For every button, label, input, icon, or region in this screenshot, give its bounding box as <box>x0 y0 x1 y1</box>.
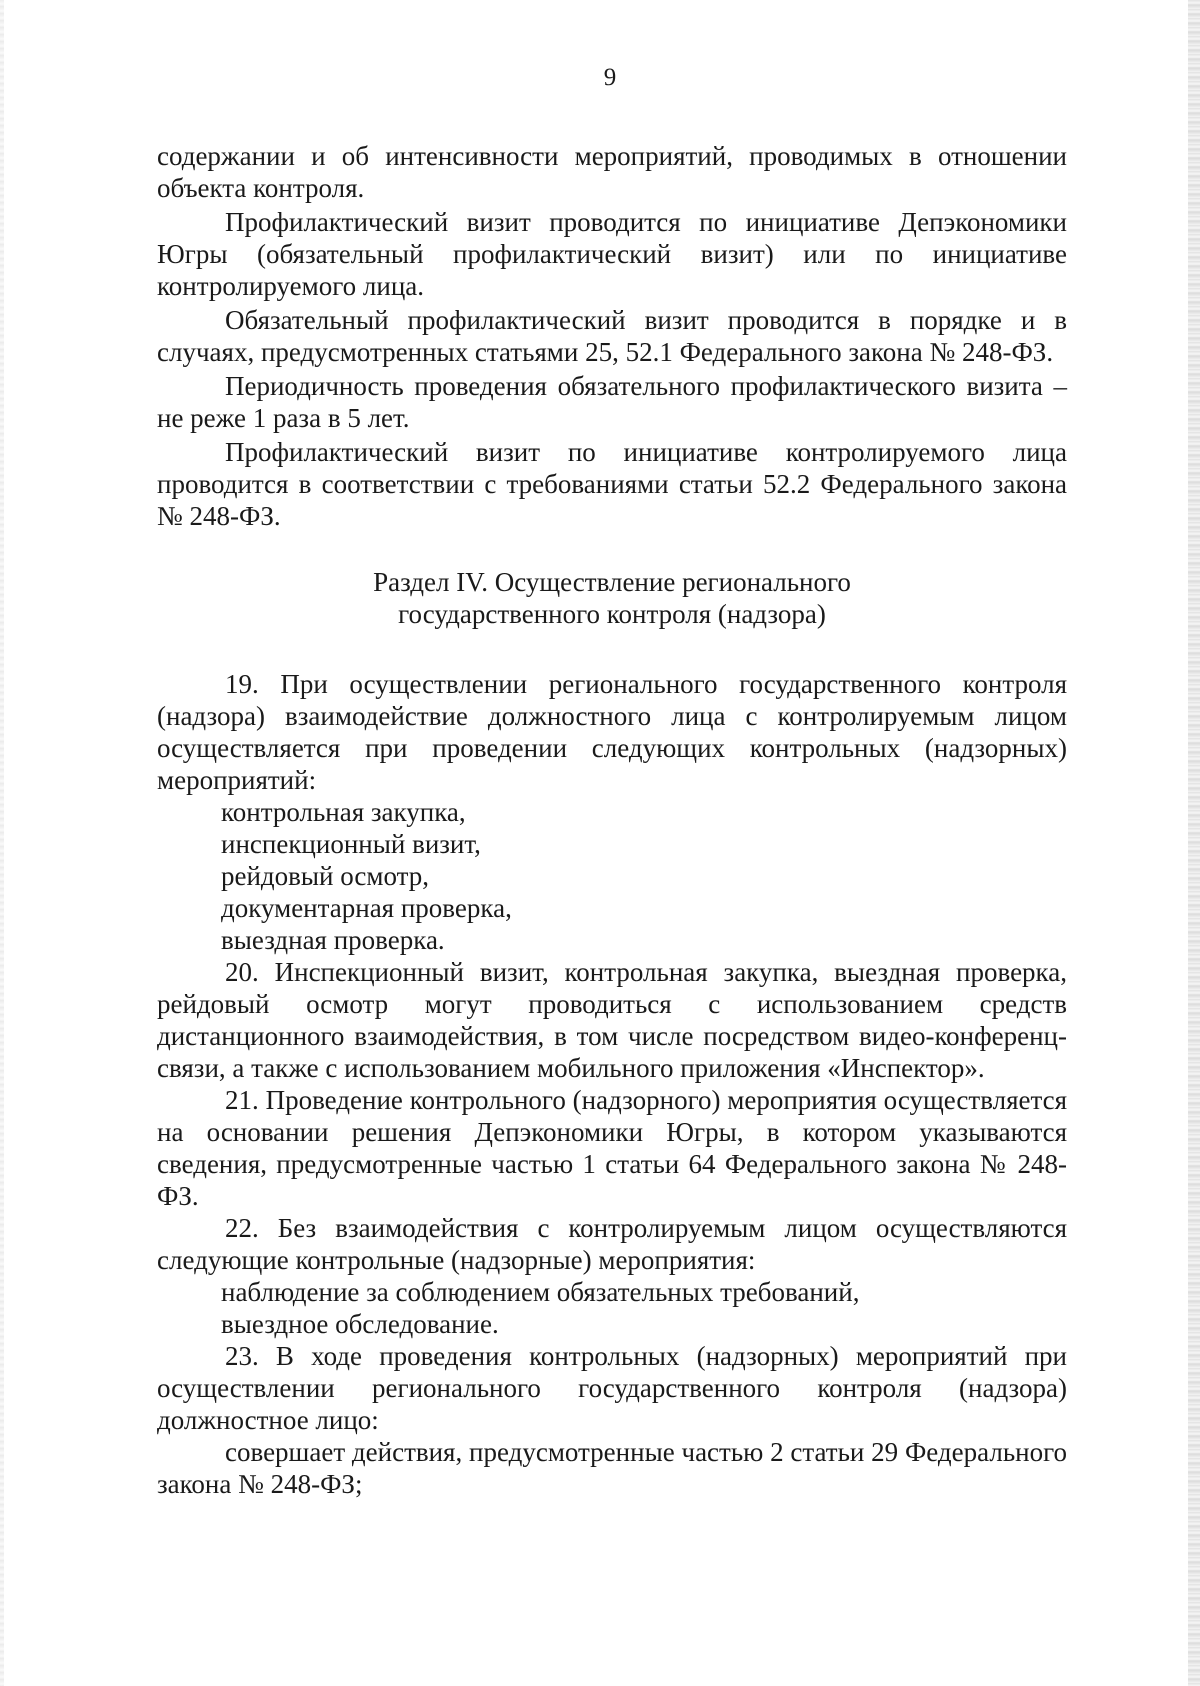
clause-22-list-item: выездное обследование. <box>221 1309 499 1339</box>
section-heading-line2: государственного контроля (надзора) <box>398 599 826 629</box>
clause-19-list-item: документарная проверка, <box>221 893 512 923</box>
clause-23: 23. В ходе проведения контрольных (надзорных) мероприятий при осуществлении регионального государственного контроля (надзора) должностное лицо: <box>157 1341 1067 1435</box>
clause-19-list-item: рейдовый осмотр, <box>221 861 430 891</box>
clause-22-list-item: наблюдение за соблюдением обязательных требований, <box>221 1277 860 1307</box>
clause-23-subitem: совершает действия, предусмотренные частью 2 статьи 29 Федерального закона № 248-ФЗ; <box>157 1437 1067 1499</box>
clause-22: 22. Без взаимодействия с контролируемым лицом осуществляются следующие контрольные (надзорные) мероприятия: <box>157 1213 1067 1275</box>
section-heading-line1: Раздел IV. Осуществление регионального <box>373 567 851 597</box>
document-body <box>157 140 1067 1500</box>
clause-19-list-item: выездная проверка. <box>221 925 445 955</box>
scan-edge-right <box>1188 0 1200 1686</box>
scan-edge-left <box>0 0 4 1686</box>
clause-19: 19. При осуществлении регионального государственного контроля (надзора) взаимодействие должностного лица с контролируемым лицом осуществляется при проведении следующих контрольных (надзорных) мероприятий: <box>157 669 1067 795</box>
clause-20: 20. Инспекционный визит, контрольная закупка, выездная проверка, рейдовый осмотр могут проводиться с использованием средств дистанционного взаимодействия, в том числе посредством видео-конференц-связи, а также с использованием мобильного приложения «Инспектор». <box>157 957 1067 1083</box>
section-heading <box>157 566 1067 630</box>
paragraph-visit-initiative: Профилактический визит проводится по инициативе Депэкономики Югры (обязательный профилактический визит) или по инициативе контролируемого лица. <box>157 207 1067 301</box>
paragraph-visit-frequency: Периодичность проведения обязательного профилактического визита – не реже 1 раза в 5 лет. <box>157 371 1067 433</box>
clause-21: 21. Проведение контрольного (надзорного) мероприятия осуществляется на основании решения Депэкономики Югры, в котором указываются сведения, предусмотренные частью 1 статьи 64 Федерального закона № 248-ФЗ. <box>157 1085 1067 1211</box>
paragraph-visit-by-controlled-person: Профилактический визит по инициативе контролируемого лица проводится в соответствии с требованиями статьи 52.2 Федерального закона № 248-ФЗ. <box>157 437 1067 531</box>
paragraph-continuation: содержании и об интенсивности мероприятий, проводимых в отношении объекта контроля. <box>157 141 1067 203</box>
page-number: 9 <box>603 64 617 91</box>
paragraph-mandatory-visit: Обязательный профилактический визит проводится в порядке и в случаях, предусмотренных статьями 25, 52.1 Федерального закона № 248-ФЗ. <box>157 305 1067 367</box>
clause-19-list-item: инспекционный визит, <box>221 829 481 859</box>
clause-19-list-item: контрольная закупка, <box>221 797 466 827</box>
